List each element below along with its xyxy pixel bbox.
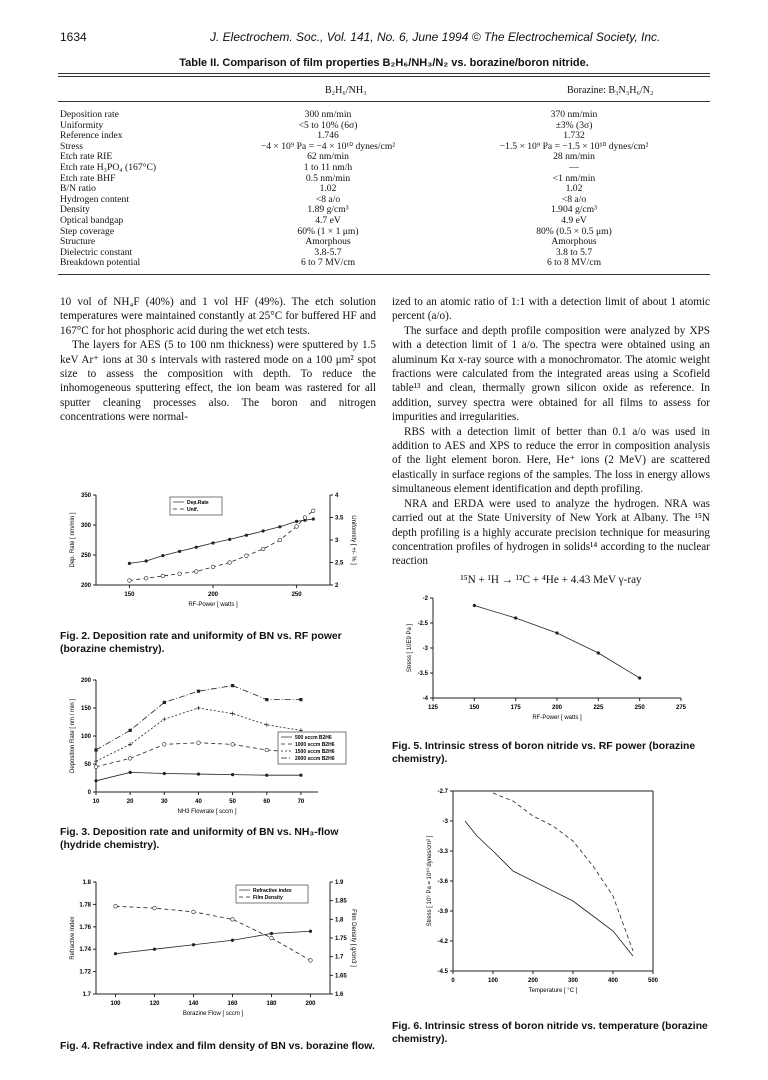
y-tick-label: 1.8 — [82, 880, 91, 886]
table-cell-prop: Dielectric constant — [60, 246, 133, 258]
y-tick-label: -4 — [422, 696, 428, 702]
y2-tick-label: 1.85 — [335, 898, 347, 905]
y-tick-label: 300 — [80, 523, 91, 529]
x-tick-label: 60 — [263, 799, 271, 805]
table-cell-a: 3.8-5.7 — [314, 246, 342, 258]
table-top-rule — [58, 73, 710, 74]
y2-tick-label: 4 — [335, 493, 339, 499]
x-tick-label: 300 — [567, 978, 579, 984]
x-tick-label: 120 — [149, 1001, 160, 1007]
table-cell-prop: Etch rate BHF — [60, 172, 116, 184]
x-tick-label: 150 — [124, 592, 135, 598]
data-point — [161, 554, 164, 557]
table-cell-prop: Uniformity — [60, 119, 104, 131]
table-cell-prop: Etch rate RIE — [60, 151, 113, 163]
table-cell-prop: Structure — [60, 236, 96, 248]
paragraph: NRA and ERDA were used to analyze the hydrogen. NRA was carried out at the State University of New York at Albany. The ¹⁵N depth profiling is a highly accurate precision technique for measuring concentration profiles of hydrogen in solids¹⁴ according to the nuclear reaction — [392, 497, 710, 568]
series-line-1 — [129, 511, 313, 581]
x-tick-label: 225 — [593, 705, 604, 711]
data-point — [192, 910, 196, 914]
x-tick-label: 100 — [110, 1001, 121, 1007]
legend-label: 2000 sccm B2H6 — [295, 756, 335, 762]
y2-tick-label: 3.5 — [335, 515, 344, 522]
series-line-3 — [96, 686, 301, 750]
data-point — [196, 706, 200, 710]
paragraph: The layers for AES (5 to 100 nm thickness) were sputtered by 1.5 keV Ar⁺ ions at 30 s intervals with rastered mode on a 100 μm² spot size to assess the composition with depth. To reduce the inhomogeneous sputtering effect, the ion beam was rastered for all sputter cleaning processes also. The boron and nitrogen concentrations were normal- — [60, 339, 376, 424]
data-point — [245, 554, 249, 558]
x-tick-label: 70 — [297, 799, 305, 805]
x-tick-label: 160 — [227, 1001, 238, 1007]
data-point — [129, 729, 132, 732]
col-header-hydride: B₂H₆/NH₃ — [325, 85, 367, 96]
y-tick-label: -2.5 — [417, 621, 428, 627]
data-point — [163, 743, 167, 747]
y-axis-label: Stress [ 10E9 Pa ] — [407, 623, 413, 673]
figure-6-caption: Fig. 6. Intrinsic stress of boron nitride vs. temperature (borazine chemistry). — [392, 1021, 708, 1045]
data-point — [231, 773, 234, 776]
data-point — [265, 723, 269, 727]
data-point — [638, 676, 641, 679]
legend-label: 1500 sccm B2H6 — [295, 749, 335, 755]
paragraph: RBS with a detection limit of better than 0.1 a/o was used in addition to AES and XPS to reduce the error in composition analysis of the light element boron. Here, He⁺ ions (2 MeV) are scattered elastically in surface regions of the samples. The loss in energy allows simultaneous element identification and depth profiling. — [392, 425, 710, 496]
y-tick-label: -4.2 — [437, 939, 448, 945]
data-point — [114, 904, 118, 908]
table-cell-b: — — [569, 161, 579, 173]
table-cell-a: 0.5 nm/min — [305, 172, 351, 184]
x-axis-label: Borazine Flow [ sccm ] — [182, 1011, 244, 1017]
data-point — [94, 748, 97, 751]
table-header-rule — [58, 101, 710, 102]
table-cell-b: <8 a/o — [561, 193, 587, 205]
y-tick-label: 150 — [80, 706, 91, 712]
table-cell-b: Amorphous — [551, 236, 597, 248]
y-tick-label: -3.6 — [437, 879, 448, 885]
x-axis-label: RF-Power [ watts ] — [188, 602, 238, 608]
table-cell-b: −1.5 × 10⁹ Pa = −1.5 × 10¹⁰ dynes/cm² — [499, 140, 649, 152]
table-cell-prop: B/N ratio — [60, 183, 96, 195]
series-line-0 — [474, 606, 639, 679]
nuclear-reaction-equation: ¹⁵N + ¹H → ¹²C + ⁴He + 4.43 MeV γ-ray — [460, 573, 642, 586]
data-point — [114, 952, 117, 955]
figure-3-caption: Fig. 3. Deposition rate and uniformity of BN vs. NH₃-flow (hydride chemistry). — [60, 827, 339, 851]
data-point — [228, 561, 232, 565]
x-tick-label: 100 — [487, 978, 499, 984]
y2-axis-label: Uniformity [ +/- % ] — [350, 515, 356, 565]
x-tick-label: 250 — [634, 705, 645, 711]
table-row — [60, 174, 710, 185]
y-tick-label: -2 — [422, 596, 428, 602]
journal-header: J. Electrochem. Soc., Vol. 141, No. 6, June 1994 © The Electrochemical Society, Inc. — [210, 30, 661, 44]
legend-label: Unif. — [187, 507, 199, 513]
figure-5-caption: Fig. 5. Intrinsic stress of boron nitride vs. RF power (borazine chemistry). — [392, 741, 696, 765]
y-axis-label: Refractive Index — [70, 916, 76, 960]
data-point — [303, 516, 307, 520]
y-tick-label: 50 — [84, 762, 91, 768]
data-point — [94, 765, 98, 769]
y2-tick-label: 1.8 — [335, 917, 344, 924]
y-tick-label: -4.5 — [437, 969, 448, 975]
data-point — [195, 546, 198, 549]
y2-tick-label: 2 — [335, 583, 339, 589]
table-cell-a: 1.746 — [317, 130, 339, 142]
x-tick-label: 200 — [305, 1001, 316, 1007]
data-point — [231, 684, 234, 687]
data-point — [312, 517, 315, 520]
y-axis-label: Stress [ 10⁹ Pa = 10¹⁰ dynes/cm² ] — [427, 835, 433, 927]
table-row — [60, 195, 710, 206]
data-point — [309, 959, 313, 963]
figure-4-caption: Fig. 4. Refractive index and film density of BN vs. borazine flow. — [60, 1041, 375, 1052]
data-point — [231, 918, 235, 922]
y-tick-label: 1.78 — [79, 902, 91, 909]
x-tick-label: 0 — [451, 978, 455, 984]
table-cell-a: 1 to 11 nm/h — [303, 161, 353, 173]
data-point — [473, 604, 476, 607]
table-cell-a: Amorphous — [305, 236, 351, 248]
y-tick-label: 100 — [80, 734, 91, 740]
y2-axis-label: Film Density [ g/cm3 ] — [350, 909, 356, 967]
table-row — [60, 205, 710, 216]
table-row — [60, 163, 710, 174]
y-axis-label: Dep. Rate [ nm/min ] — [70, 512, 76, 568]
table-cell-prop: Reference index — [60, 130, 123, 142]
x-axis-label: NH3 Flowrate [ sccm ] — [177, 809, 237, 815]
data-point — [299, 774, 302, 777]
table-cell-b: 4.9 eV — [561, 214, 587, 226]
data-point — [265, 698, 268, 701]
figure-4-chart — [60, 872, 380, 1032]
series-line-1 — [493, 793, 633, 951]
y-tick-label: -3.3 — [437, 849, 448, 855]
x-tick-label: 250 — [291, 592, 302, 598]
series-line-0 — [465, 821, 633, 956]
legend-label: 1000 sccm B2H6 — [295, 742, 335, 748]
data-point — [211, 565, 215, 569]
y-tick-label: -3.9 — [437, 909, 448, 915]
figure-6-chart — [405, 783, 710, 1013]
x-tick-label: 40 — [195, 799, 202, 805]
data-point — [128, 579, 132, 583]
data-point — [597, 651, 600, 654]
table-cell-a: 4.7 eV — [315, 214, 341, 226]
table-cell-b: 3.8 to 5.7 — [555, 246, 593, 258]
figure-3-chart — [60, 670, 380, 820]
y-tick-label: 1.76 — [79, 924, 91, 931]
data-point — [231, 743, 235, 747]
paragraph: 10 vol of NH₄F (40%) and 1 vol HF (49%). The etch solution temperatures were maintained constantly at 25°C for buffered HF and 167°C for hot phosphoric acid during the wet etch tests. — [60, 296, 376, 337]
y-tick-label: 1.74 — [79, 947, 91, 954]
table-cell-b: 1.732 — [563, 130, 585, 142]
series-line-0 — [129, 519, 313, 563]
data-point — [309, 930, 312, 933]
data-point — [128, 757, 132, 761]
data-point — [278, 538, 282, 542]
series-line-2 — [96, 708, 301, 761]
table-cell-prop: Step coverage — [60, 225, 115, 237]
data-point — [262, 529, 265, 532]
table-cell-b: 80% (0.5 × 0.5 μm) — [536, 225, 612, 237]
data-point — [231, 712, 235, 716]
table-cell-b: 6 to 8 MV/cm — [546, 257, 602, 269]
y2-tick-label: 1.6 — [335, 992, 344, 998]
legend-label: Film Density — [253, 895, 283, 901]
x-tick-label: 125 — [427, 705, 439, 711]
y-axis-label: Deposition Rate [ nm / min ] — [70, 698, 76, 774]
data-point — [144, 576, 148, 580]
data-point — [295, 525, 299, 529]
table-cell-b: 370 nm/min — [550, 109, 598, 120]
x-tick-label: 150 — [469, 705, 480, 711]
y-tick-label: -3 — [442, 819, 448, 825]
table-cell-a: <5 to 10% (6σ) — [298, 119, 358, 131]
y-tick-label: 1.7 — [82, 992, 91, 998]
table-row — [60, 227, 710, 238]
x-tick-label: 175 — [510, 705, 521, 711]
x-tick-label: 10 — [92, 799, 100, 805]
x-tick-label: 275 — [675, 705, 687, 711]
data-point — [299, 698, 302, 701]
legend-label: 500 sccm B2H6 — [295, 735, 332, 741]
y2-tick-label: 1.7 — [335, 954, 344, 961]
table-row — [60, 121, 710, 132]
table-cell-prop: Breakdown potential — [60, 257, 141, 269]
legend-label: Refractive index — [253, 888, 292, 894]
table-cell-a: 6 to 7 MV/cm — [300, 257, 356, 269]
y2-tick-label: 1.65 — [335, 973, 347, 980]
y-tick-label: -2.7 — [437, 789, 448, 795]
data-point — [94, 759, 98, 763]
data-point — [211, 541, 214, 544]
x-tick-label: 20 — [126, 799, 134, 805]
data-point — [197, 741, 201, 745]
x-tick-label: 140 — [188, 1001, 199, 1007]
data-point — [163, 772, 166, 775]
series-line-0 — [116, 931, 311, 953]
y-tick-label: -3.5 — [417, 671, 428, 677]
x-tick-label: 200 — [551, 705, 563, 711]
table-row — [60, 142, 710, 153]
table-cell-prop: Deposition rate — [60, 109, 119, 120]
table-cell-b: 28 nm/min — [553, 151, 595, 163]
table-cell-a: <8 a/o — [315, 193, 341, 205]
figure-5-chart — [405, 588, 710, 728]
data-point — [514, 616, 517, 619]
legend-label: Dep.Rate — [187, 500, 209, 506]
figure-2-caption: Fig. 2. Deposition rate and uniformity of BN vs. RF power (borazine chemistry). — [60, 631, 342, 655]
table-cell-prop: Stress — [60, 140, 83, 152]
page-number: 1634 — [60, 30, 87, 44]
y2-tick-label: 2.5 — [335, 560, 344, 567]
table-cell-b: <1 nm/min — [552, 172, 596, 184]
x-tick-label: 500 — [647, 978, 659, 984]
y-tick-label: 200 — [80, 583, 91, 589]
left-column-text — [60, 295, 376, 425]
data-point — [555, 631, 558, 634]
table-row — [60, 184, 710, 195]
table-cell-a: −4 × 10⁹ Pa = −4 × 10¹⁰ dynes/cm² — [260, 140, 396, 152]
table-cell-prop: Hydrogen content — [60, 193, 130, 205]
properties-table — [60, 110, 710, 269]
data-point — [270, 936, 274, 940]
table-cell-a: 62 nm/min — [307, 151, 349, 163]
table-cell-b: 1.904 g/cm³ — [550, 204, 598, 216]
data-point — [270, 932, 273, 935]
y-tick-label: 0 — [87, 790, 91, 796]
data-point — [128, 562, 131, 565]
table-row — [60, 216, 710, 227]
y-tick-label: 250 — [80, 553, 91, 559]
table-cell-b: ±3% (3σ) — [555, 119, 593, 131]
data-point — [197, 690, 200, 693]
data-point — [265, 774, 268, 777]
data-point — [197, 772, 200, 775]
table-cell-a: 60% (1 × 1 μm) — [297, 225, 359, 237]
table-title: Table II. Comparison of film properties B₂H₆/NH₃/N₂ vs. borazine/boron nitride. — [179, 57, 589, 69]
data-point — [192, 943, 195, 946]
data-point — [245, 534, 248, 537]
table-cell-prop: Etch rate H₃PO₄ (167°C) — [60, 161, 157, 173]
table-top-rule-2 — [58, 76, 710, 77]
paragraph: The surface and depth profile composition were analyzed by XPS with a detection limit of 1 a/o. The spectra were obtained using an aluminum Kα x-ray source with a monochromator. The atomic weight fractions were calculated from the integrated areas using a Scofield table¹³ and clean, thermally grown silicon oxide as reference. In addition, survey spectra were obtained for all films to assess for impurities and irregularities. — [392, 324, 710, 424]
right-column-text — [392, 295, 710, 587]
data-point — [278, 525, 281, 528]
table-row — [60, 237, 710, 248]
x-axis-label: RF-Power [ watts ] — [532, 715, 582, 721]
data-point — [231, 939, 234, 942]
y-tick-label: -3 — [422, 646, 428, 652]
y2-tick-label: 1.75 — [335, 936, 347, 942]
x-tick-label: 30 — [160, 799, 168, 805]
paragraph: ized to an atomic ratio of 1:1 with a detection limit of about 1 atomic percent (a/o). — [392, 296, 710, 323]
series-line-1 — [96, 743, 301, 767]
data-point — [153, 906, 157, 910]
data-point — [178, 572, 182, 576]
table-row — [60, 248, 710, 259]
table-cell-prop: Density — [60, 204, 90, 216]
y2-tick-label: 3 — [335, 538, 339, 544]
table-cell-prop: Optical bandgap — [60, 214, 124, 226]
data-point — [145, 559, 148, 562]
data-point — [178, 550, 181, 553]
table-row — [60, 152, 710, 163]
data-point — [265, 748, 269, 752]
table-cell-a: 1.89 g/cm³ — [307, 204, 349, 216]
table-row — [60, 258, 710, 269]
data-point — [163, 701, 166, 704]
y-tick-label: 350 — [80, 493, 91, 499]
data-point — [295, 520, 298, 523]
x-tick-label: 200 — [527, 978, 539, 984]
y-tick-label: 200 — [80, 678, 91, 684]
x-tick-label: 50 — [229, 799, 236, 805]
figure-2-chart — [60, 485, 380, 625]
data-point — [153, 948, 156, 951]
table-cell-b: 1.02 — [565, 183, 583, 195]
x-tick-label: 200 — [207, 592, 219, 598]
x-axis-label: Temperature [ °C ] — [528, 988, 578, 994]
data-point — [311, 509, 315, 513]
y2-tick-label: 1.9 — [335, 880, 344, 886]
data-point — [162, 717, 166, 721]
data-point — [161, 574, 165, 578]
table-row — [60, 110, 710, 121]
y-tick-label: 1.72 — [79, 969, 91, 976]
table-cell-a: 1.02 — [319, 183, 337, 195]
col-header-borazine: Borazine: B₃N₃H₆/N₂ — [567, 85, 654, 96]
data-point — [129, 771, 132, 774]
data-point — [94, 779, 97, 782]
data-point — [261, 547, 265, 551]
x-tick-label: 400 — [607, 978, 619, 984]
table-cell-a: 300 nm/min — [304, 109, 352, 120]
table-bottom-rule — [58, 274, 710, 275]
x-tick-label: 180 — [266, 1001, 277, 1007]
data-point — [228, 538, 231, 541]
data-point — [194, 570, 198, 574]
